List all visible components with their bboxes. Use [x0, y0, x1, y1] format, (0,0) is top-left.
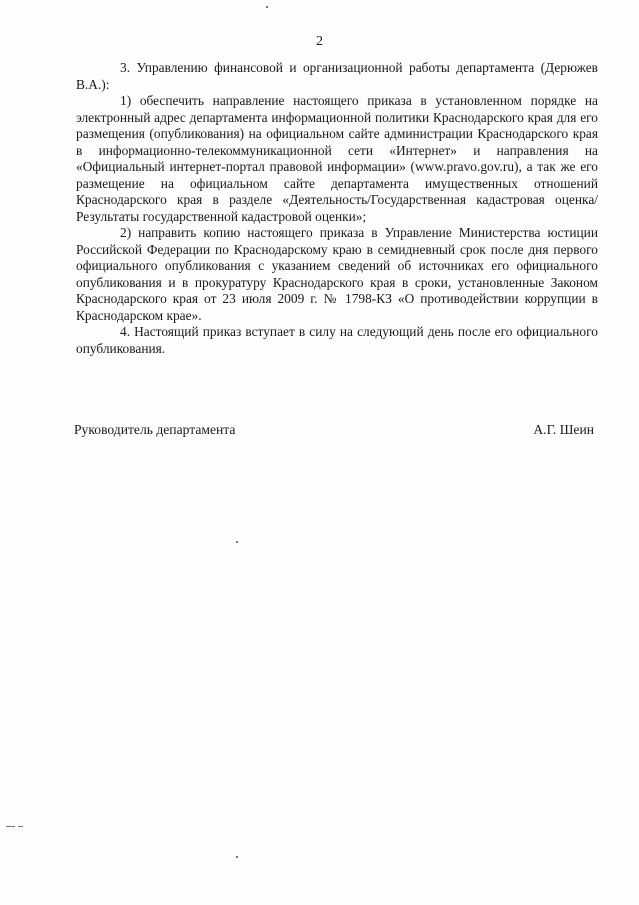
signatory-title: Руководитель департамента — [74, 422, 236, 437]
signatory-name: А.Г. Шеин — [533, 422, 594, 437]
scan-speck — [18, 826, 23, 827]
document-body — [76, 60, 598, 357]
scan-speck — [6, 826, 15, 827]
scan-speck — [236, 856, 238, 858]
scan-speck — [266, 6, 268, 8]
page-number: 2 — [316, 34, 323, 49]
paragraph-3-1-publication: 1) обеспечить направление настоящего приказа в установленном порядке на электронный адрес департамента информационной политики Краснодарского края для его размещения (опубликования) на официальном сайте администрации Краснодарского края в информационно-телекоммуникационной сети «Интернет» и направления на «Официальный интернет-портал правовой информации» (www.pravo.gov.ru), а так же его размещение на официальном сайте департамента имущественных отношений Краснодарского края в разделе «Деятельность/Государственная кадастровая оценка/Результаты государственной кадастровой оценки»; — [76, 93, 598, 224]
paragraph-3-finance-department: 3. Управлению финансовой и организационной работы департамента (Дерюжев В.А.): — [76, 60, 598, 92]
scan-speck — [236, 541, 238, 543]
paragraph-4-entry-into-force: 4. Настоящий приказ вступает в силу на следующий день после его официального опубликования. — [76, 324, 598, 356]
paragraph-3-2-ministry-copy: 2) направить копию настоящего приказа в Управление Министерства юстиции Российской Федерации по Краснодарскому краю в семидневный срок после дня первого официального опубликования с указанием сведений об источниках его официального опубликования и в прокуратуру Краснодарского края в сроки, установленные Законом Краснодарского края от 23 июля 2009 г. № 1798-КЗ «О противодействии коррупции в Краснодарском крае». — [76, 225, 598, 323]
